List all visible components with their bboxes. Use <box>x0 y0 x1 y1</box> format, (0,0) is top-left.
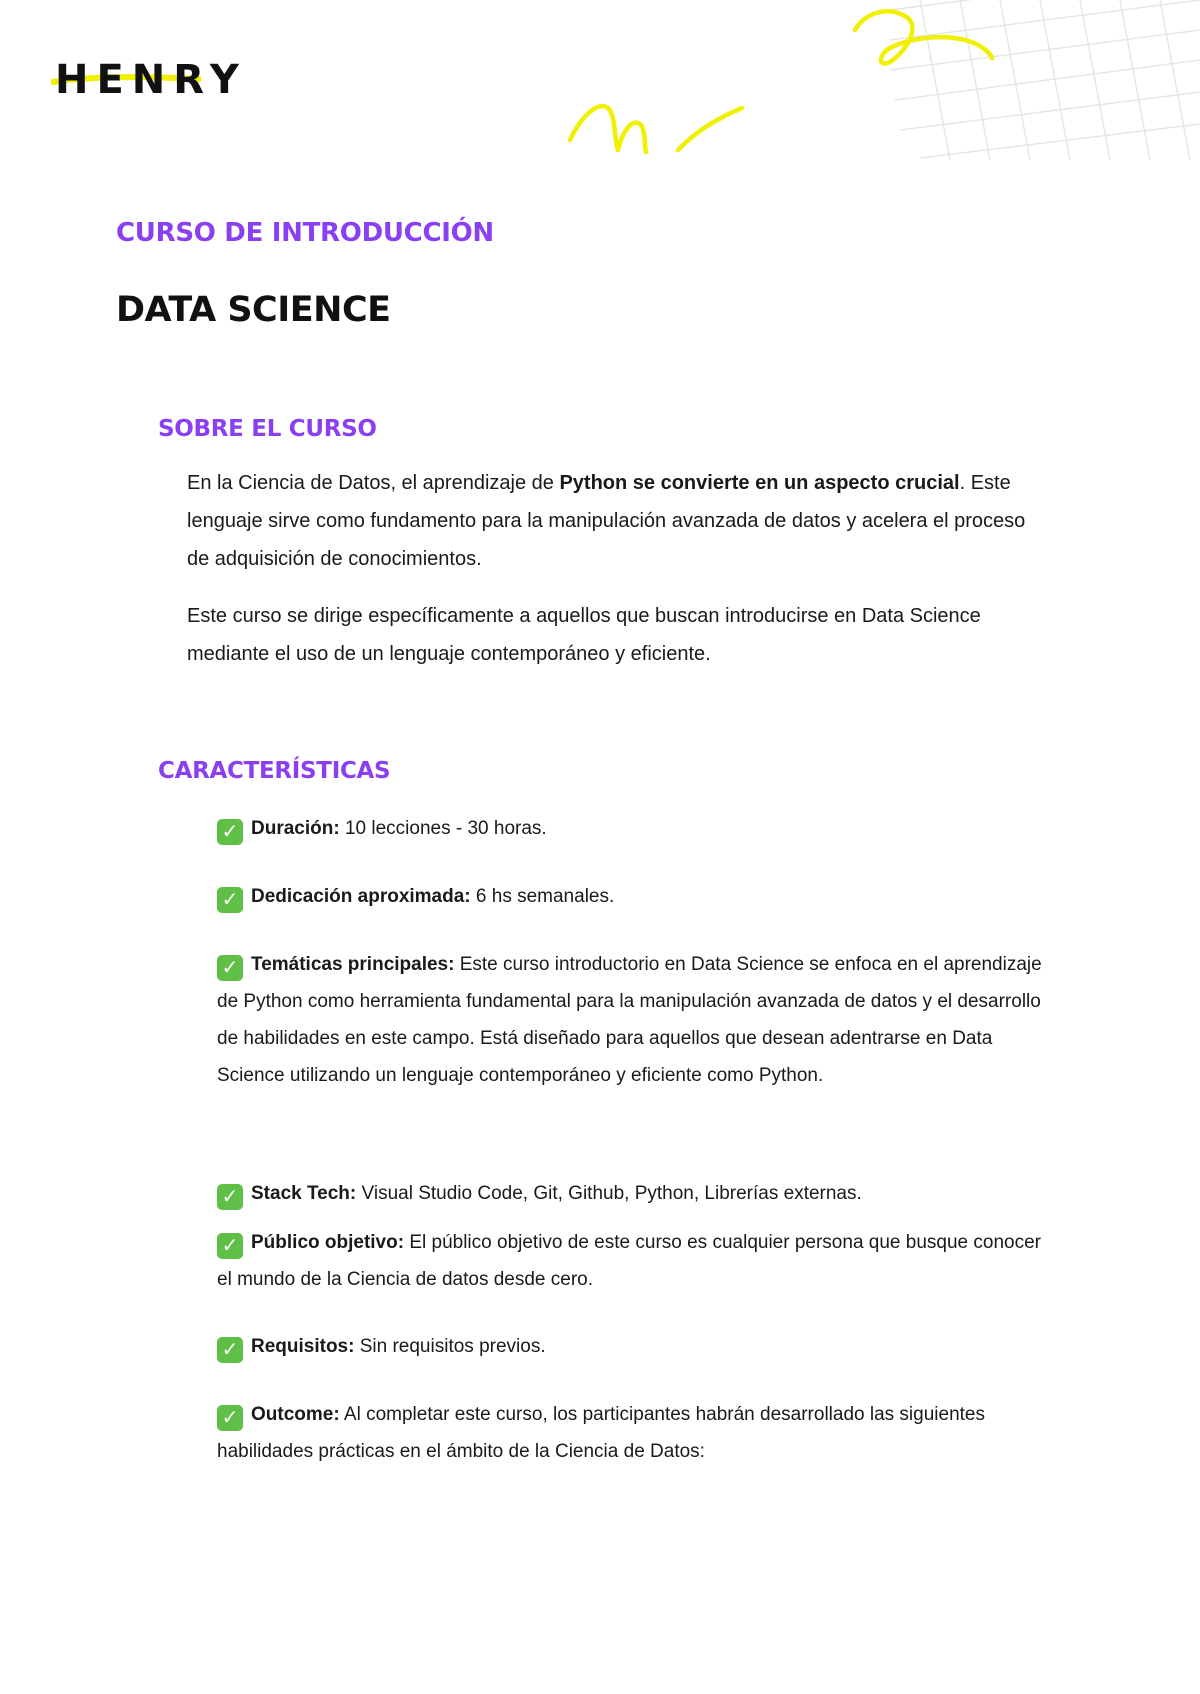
section-heading-about: SOBRE EL CURSO <box>158 416 377 442</box>
feature-item-duration <box>217 810 1057 847</box>
check-mark-icon: ✓ <box>217 1184 243 1210</box>
section-heading-features: CARACTERÍSTICAS <box>158 758 391 784</box>
feature-label: Dedicación aproximada: <box>251 886 471 907</box>
about-p1-bold: Python se convierte en un aspecto crucial <box>559 472 960 494</box>
feature-text: Este curso introductorio en Data Science se enfoca en el aprendizaje de Python como herramienta fundamental para la manipulación avanzada de datos y el desarrollo de habilidades en este campo. Está diseñado para aquellos que desean adentrarse en Data Science utilizando un lenguaje contemporáneo y eficiente como Python. <box>217 954 1042 1086</box>
feature-item-stack-tech <box>217 1175 1057 1212</box>
about-p1-text-end: . Este lenguaje sirve como fundamento para la manipulación avanzada de datos y acelera el proceso de adquisición de conocimientos. <box>187 472 1026 570</box>
feature-text: Visual Studio Code, Git, Github, Python, Librerías externas. <box>356 1183 862 1204</box>
check-mark-icon: ✓ <box>217 1337 243 1363</box>
about-p1-text-start: En la Ciencia de Datos, el aprendizaje de <box>187 472 560 494</box>
feature-text: 10 lecciones - 30 horas. <box>339 818 547 839</box>
feature-label: Duración: <box>251 818 340 839</box>
about-paragraph-2: Este curso se dirige específicamente a aquellos que buscan introducirse en Data Science mediante el uso de un lenguaje contemporáneo y eficiente. <box>187 605 981 665</box>
check-mark-icon: ✓ <box>217 887 243 913</box>
check-mark-icon: ✓ <box>217 955 243 981</box>
decorative-squiggles <box>560 0 1200 160</box>
about-paragraph-1 <box>187 464 1047 578</box>
feature-item-outcome <box>217 1396 1057 1470</box>
feature-text: Al completar este curso, los participantes habrán desarrollado las siguientes habilidades prácticas en el ámbito de la Ciencia de Datos: <box>217 1404 985 1462</box>
henry-logo <box>55 58 245 102</box>
page-title: DATA SCIENCE <box>116 290 391 330</box>
feature-label: Requisitos: <box>251 1336 355 1357</box>
feature-item-audience <box>217 1224 1057 1298</box>
feature-item-requirements <box>217 1328 1057 1365</box>
feature-item-topics <box>217 946 1057 1094</box>
course-eyebrow: CURSO DE INTRODUCCIÓN <box>116 218 494 248</box>
logo-text: HENRY <box>55 57 247 103</box>
feature-label: Stack Tech: <box>251 1183 357 1204</box>
feature-text: El público objetivo de este curso es cualquier persona que busque conocer el mundo de la Ciencia de datos desde cero. <box>217 1232 1041 1290</box>
feature-label: Temáticas principales: <box>251 954 455 975</box>
feature-text: Sin requisitos previos. <box>354 1336 546 1357</box>
feature-item-dedication <box>217 878 1057 915</box>
check-mark-icon: ✓ <box>217 819 243 845</box>
check-mark-icon: ✓ <box>217 1405 243 1431</box>
feature-label: Público objetivo: <box>251 1232 405 1253</box>
feature-text: 6 hs semanales. <box>470 886 615 907</box>
check-mark-icon: ✓ <box>217 1233 243 1259</box>
feature-label: Outcome: <box>251 1404 340 1425</box>
